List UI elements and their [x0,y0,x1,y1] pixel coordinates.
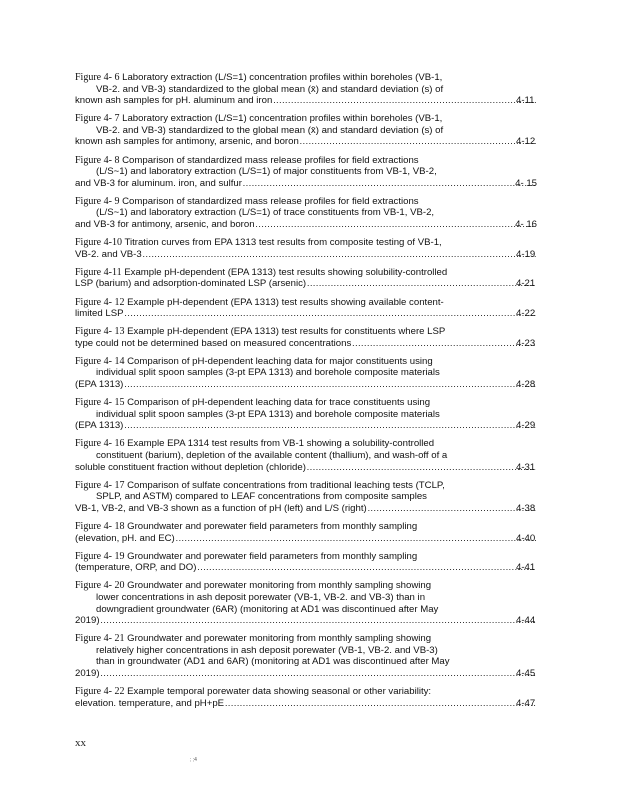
figure-caption-line: (L/S~1) and laboratory extraction (L/S=1) of major constituents from VB-1, VB-2, [96,166,437,178]
toc-entry[interactable] [75,480,537,515]
dot-leader [307,462,536,474]
figure-number: Figure 4-11 [75,266,122,278]
figure-caption-line: (elevation, pH. and EC) [75,532,175,544]
page-number: xx [75,737,86,749]
figure-caption-line: Example pH-dependent (EPA 1313) test results showing solubility-controlled [124,266,448,278]
figure-number: Figure 4- 8 [75,154,120,166]
page-reference[interactable]: 4- 15 [515,177,537,189]
toc-entry[interactable] [75,686,537,709]
figure-caption-last-line [75,219,537,231]
dot-leader [176,533,536,545]
toc-entry[interactable] [75,633,537,679]
figure-caption-line: type could not be determined based on measured concentrations [75,337,352,349]
figure-caption-line: Groundwater and porewater field parameters from monthly sampling [127,550,418,562]
figure-caption-last-line: (EPA 1313) ..... 4-29 [96,420,537,432]
figure-caption-line: VB-2. and VB-3) standardized to the global mean (x̄) and standard deviation (s) of [96,124,444,136]
figure-caption-line: Laboratory extraction (L/S=1) concentration profiles within boreholes (VB-1, [122,72,443,83]
toc-entry[interactable] [75,155,537,190]
figure-number: Figure 4- 9 [75,195,120,207]
figure-caption-line: than in groundwater (AD1 and 6AR) (monitoring at AD1 was discontinued after May [96,656,450,668]
figure-number: Figure 4- 22 [75,686,125,698]
figure-caption-line: constituent (barium), depletion of the available content (thallium), and wash-off of a [96,450,448,462]
toc-entry[interactable] [75,113,537,148]
figure-caption-line: (EPA 1313) [75,379,124,391]
figure-caption-line: individual split spoon samples (3-pt EPA 1313) and borehole composite materials [96,367,440,379]
figure-caption-line: and VB-3 for antimony, arsenic, and boron [75,219,255,231]
figure-caption-line: Titration curves from EPA 1313 test results from composite testing of VB-1, [124,237,442,249]
figure-number: Figure 4- 18 [75,521,125,532]
figure-caption-line: LSP (barium) and adsorption-dominated LSP (arsenic) [75,278,307,290]
toc-entry[interactable] [75,521,537,544]
dot-leader [124,420,536,432]
figure-caption-line: 2019) [75,668,100,680]
figure-caption-line: Example pH-dependent (EPA 1313) test results showing available content- [127,296,444,308]
figure-number: Figure 4- 15 [75,397,125,409]
footer-mark: ; ;4 [190,757,197,763]
toc-entry[interactable] [75,580,537,626]
figure-caption-last-line: VB-2. and VB-3 ..... 4-19 [96,249,537,261]
figure-caption-line: Example pH-dependent (EPA 1313) test results for constituents where LSP [127,326,446,338]
figure-caption-last-line: LSP (barium) and adsorption-dominated LSP (arsenic) ..... 4-21 [96,278,537,290]
figure-caption-line: Laboratory extraction (L/S=1) concentration profiles within boreholes (VB-1, [122,113,443,125]
figure-caption-last-line: 2019) ..... 4-44 [96,615,537,627]
figure-number: Figure 4- 19 [75,550,125,562]
figure-caption-last-line: (temperature, ORP, and DO) ..... 4-41 [96,562,537,574]
figure-caption-line: known ash samples for antimony, arsenic, and boron [75,136,299,148]
dot-leader [125,308,536,320]
dot-leader [197,562,536,574]
figure-caption-last-line: VB-1, VB-2, and VB-3 shown as a function of pH (left) and L/S (right) ..... 4-38 [96,503,537,515]
figure-caption-line: Comparison of pH-dependent leaching data for trace constituents using [127,397,431,409]
figure-caption-line: relatively higher concentrations in ash deposit porewater (VB-1, VB-2. and VB-3) [96,644,438,656]
dot-leader [243,178,535,190]
figure-caption-line: (temperature, ORP, and DO) [75,562,197,574]
figure-number: Figure 4- 13 [75,326,125,338]
dot-leader [124,379,536,391]
figure-caption-last-line: 2019) ..... 4-45 [96,668,537,680]
figure-caption-line: 2019) [75,615,100,627]
toc-entry[interactable] [75,196,537,231]
figure-caption-line: downgradient groundwater (6AR) (monitoring at AD1 was discontinued after May [96,603,439,615]
dot-leader [368,503,536,515]
figure-number: Figure 4- 6 [75,72,120,83]
toc-entry[interactable] [75,72,537,107]
toc-entry[interactable] [75,297,537,320]
figure-caption-line: Example EPA 1314 test results from VB-1 showing a solubility-controlled [127,438,435,450]
figure-number: Figure 4- 16 [75,438,125,450]
toc-entry[interactable] [75,356,537,391]
figure-caption-last-line: type could not be determined based on measured concentrations ..... 4-23 [96,338,537,350]
figure-caption-line: Example temporal porewater data showing seasonal or other variability: [127,686,432,698]
figure-caption-last-line: known ash samples for pH. aluminum and iron ..... 4-11 [96,95,537,107]
toc-entry[interactable] [75,267,537,290]
dot-leader [143,249,536,261]
figure-caption-line: VB-2. and VB-3 [75,248,142,260]
figure-number: Figure 4- 14 [75,355,125,367]
figure-number: Figure 4- 7 [75,113,120,125]
figure-caption-line: Groundwater and porewater monitoring from monthly sampling showing [127,580,432,592]
figure-caption-line: soluble constituent fraction without depletion (chloride) [75,461,306,473]
figure-number: Figure 4- 12 [75,296,125,308]
dot-leader [225,698,536,710]
figure-caption-line: Comparison of sulfate concentrations from traditional leaching tests (TCLP, [127,479,445,491]
figure-number: Figure 4- 17 [75,479,125,491]
figure-caption-line: individual split spoon samples (3-pt EPA 1313) and borehole composite materials [96,408,440,420]
list-of-figures [75,72,537,716]
toc-entry[interactable] [75,397,537,432]
figure-caption-line: (EPA 1313) [75,420,124,432]
figure-caption-line: Groundwater and porewater monitoring from monthly sampling showing [127,633,432,645]
figure-caption-last-line: known ash samples for antimony, arsenic, and boron ..... 4-12 [96,136,537,148]
toc-entry[interactable] [75,438,537,473]
figure-number: Figure 4- 21 [75,633,125,645]
dot-leader [256,219,536,231]
dot-leader [101,615,536,627]
figure-number: Figure 4-10 [75,237,122,249]
figure-caption-line: known ash samples for pH. aluminum and iron [75,95,273,107]
figure-caption-last-line: elevation. temperature, and pH+pE ..... 4-47 [96,698,537,710]
figure-caption-line: Comparison of standardized mass release profiles for field extractions [122,195,419,207]
toc-entry[interactable] [75,237,537,260]
figure-caption-line: elevation. temperature, and pH+pE [75,697,225,709]
dot-leader [307,278,536,290]
figure-caption-last-line [75,177,537,190]
figure-caption-last-line: (elevation, pH. and EC) ..... 4-40 [96,533,537,545]
dot-leader [300,136,536,148]
figure-number: Figure 4- 20 [75,580,125,592]
dot-leader [352,338,536,350]
figure-caption-line: Groundwater and porewater field parameters from monthly sampling [127,521,418,532]
figure-caption-last-line: limited LSP ..... 4-22 [96,308,537,320]
figure-caption-last-line: (EPA 1313) ..... 4-28 [96,379,537,391]
figure-caption-line: Comparison of pH-dependent leaching data for major constituents using [127,355,433,367]
toc-entry[interactable] [75,326,537,349]
page-reference[interactable]: 4- 16 [515,219,537,231]
figure-caption-last-line: soluble constituent fraction without depletion (chloride) ..... 4-31 [96,462,537,474]
figure-caption-line: Comparison of standardized mass release profiles for field extractions [122,154,419,166]
figure-caption-line: VB-1, VB-2, and VB-3 shown as a function of pH (left) and L/S (right) [75,502,367,514]
figure-caption-line: (L/S~1) and laboratory extraction (L/S=1) of trace constituents from VB-1, VB-2, [96,207,435,219]
toc-entry[interactable] [75,551,537,574]
figure-caption-line: limited LSP [75,308,124,320]
figure-caption-line: and VB-3 for aluminum. iron, and sulfur [75,177,242,189]
figure-caption-line: SPLP, and ASTM) compared to LEAF concentrations from composite samples [96,491,427,503]
figure-caption-line: VB-2. and VB-3) standardized to the global mean (x̄) and standard deviation (s) of [96,83,444,95]
dot-leader [101,668,536,680]
dot-leader [273,95,536,107]
figure-caption-line: lower concentrations in ash deposit porewater (VB-1, VB-2. and VB-3) than in [96,591,426,603]
